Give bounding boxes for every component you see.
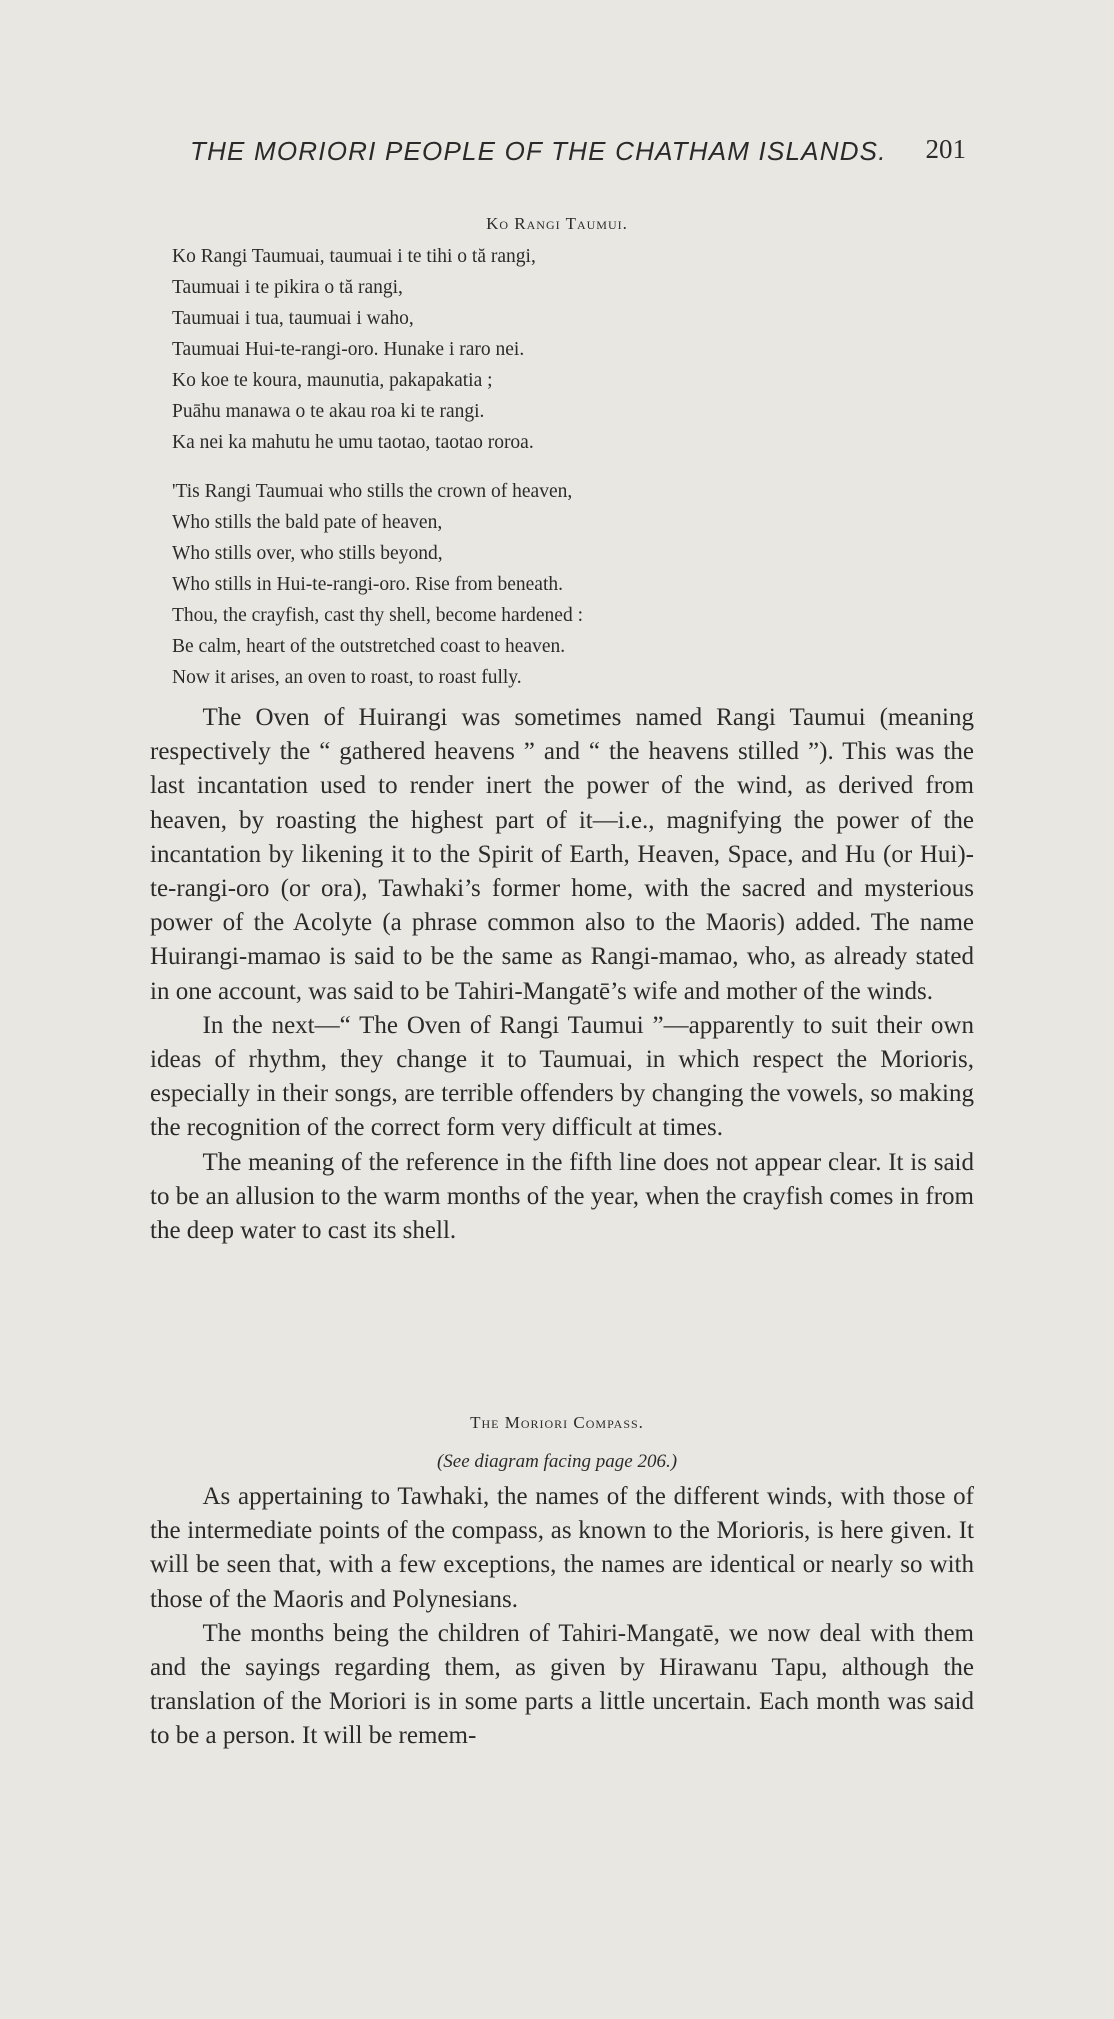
- body-text-part1: [150, 701, 974, 1248]
- section-note: (See diagram facing page 206.): [436, 1451, 678, 1472]
- poem-line: Who stills the bald pate of heaven,: [172, 512, 443, 533]
- running-title: THE MORIORI PEOPLE OF THE CHATHAM ISLANDS.: [190, 136, 887, 166]
- page-header: [150, 136, 966, 176]
- paragraph: In the next—“ The Oven of Rangi Taumui ”—apparently to suit their own ideas of rhythm, they change it to Taumuai, in which respect the Morioris, especially in their songs, are terrible offenders by changing the vowels, so making the recognition of the correct form very difficult at times.: [150, 1011, 974, 1142]
- paragraph: As appertaining to Tawhaki, the names of the different winds, with those of the intermediate points of the compass, as known to the Morioris, is here given. It will be seen that, with a few exceptions, the names are identical or nearly so with those of the Maoris and Polynesians.: [150, 1483, 974, 1613]
- paragraph: The months being the children of Tahiri-Mangatē, we now deal with them and the sayings regarding them, as given by Hirawanu Tapu, although the translation of the Moriori is in some parts a little uncertain. Each month was said to be a person. It will be remem-: [150, 1619, 974, 1750]
- poem-line: Thou, the crayfish, cast thy shell, become hardened :: [172, 605, 583, 626]
- paragraph: The meaning of the reference in the fifth line does not appear clear. It is said to be an allusion to the warm months of the year, when the crayfish comes in from the deep water to cast its shell.: [150, 1148, 974, 1245]
- poem-line: Ko koe te koura, maunutia, pakapakatia ;: [172, 370, 493, 391]
- poem-title: Ko Rangi Taumui.: [486, 214, 628, 233]
- poem-line: Who stills over, who stills beyond,: [172, 543, 443, 564]
- poem-line: Ko Rangi Taumuai, taumuai i te tihi o tă rangi,: [172, 246, 536, 267]
- page-number: 201: [925, 134, 966, 164]
- poem-line: Taumuai i tua, taumuai i waho,: [172, 308, 414, 329]
- poem-line: Taumuai Hui-te-rangi-oro. Hunake i raro nei.: [172, 339, 525, 360]
- poem-line: 'Tis Rangi Taumuai who stills the crown of heaven,: [172, 481, 573, 502]
- poem-line: Taumuai i te pikira o tă rangi,: [172, 277, 403, 298]
- paragraph: The Oven of Huirangi was sometimes named Rangi Taumui (meaning respectively the “ gathered heavens ” and “ the heavens stilled ”). This was the last incantation used to render inert the power of the wind, as derived from heaven, by roasting the highest part of it—i.e., magnifying the power of the incantation by likening it to the Spirit of Earth, Heaven, Space, and Hu (or Hui)-te-rangi-oro (or ora), Tawhaki’s former home, with the sacred and mysterious power of the Acolyte (a phrase common also to the Maoris) added. The name Huirangi-mamao is said to be the same as Rangi-mamao, who, as already stated in one account, was said to be Tahiri-Mangatē’s wife and mother of the winds.: [150, 704, 974, 1005]
- poem-line: Ka nei ka mahutu he umu taotao, taotao roroa.: [172, 432, 534, 453]
- poem-line: Now it arises, an oven to roast, to roast fully.: [172, 667, 522, 688]
- body-text-part2: [150, 1480, 974, 1754]
- poem-line: Puāhu manawa o te akau roa ki te rangi.: [172, 401, 485, 422]
- poem-line: Who stills in Hui-te-rangi-oro. Rise from beneath.: [172, 574, 563, 595]
- poem-english: [172, 476, 583, 693]
- section-title: The Moriori Compass.: [470, 1413, 644, 1432]
- poem-moriori: [172, 241, 536, 458]
- poem-line: Be calm, heart of the outstretched coast to heaven.: [172, 636, 566, 657]
